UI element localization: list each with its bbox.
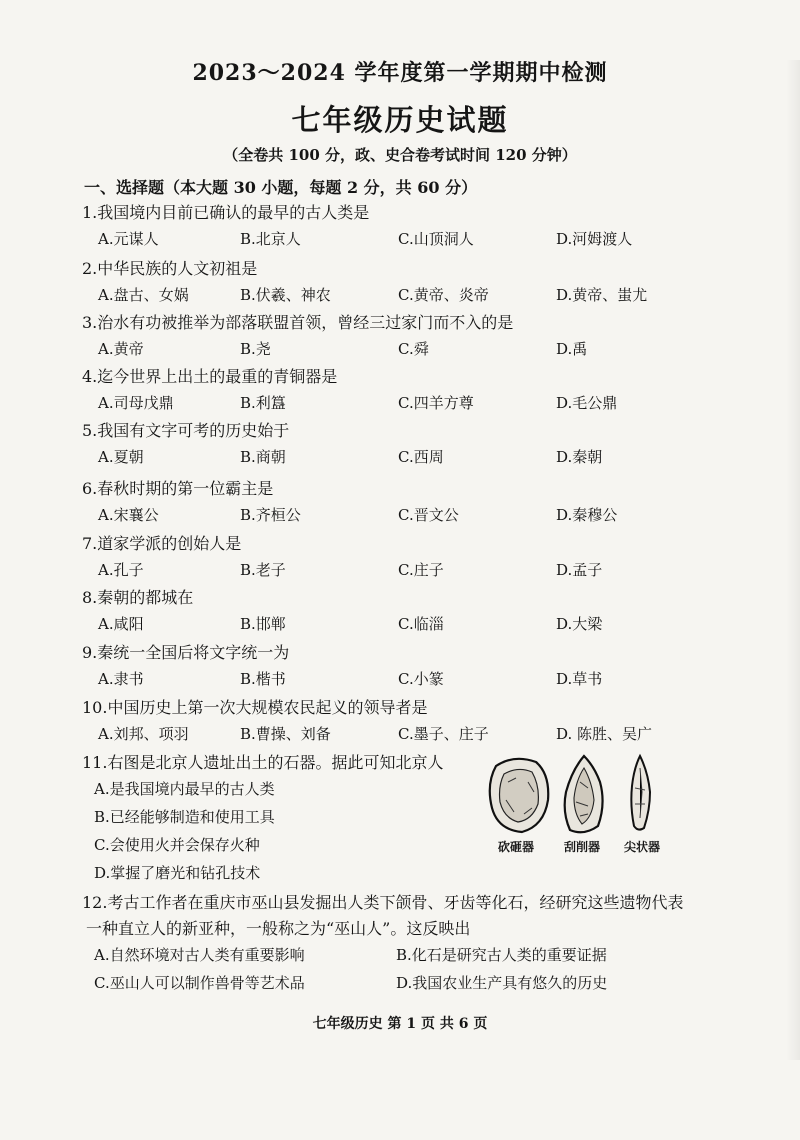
- scraper-drawing: [565, 756, 603, 832]
- question-12-stem-line1: 12.考古工作者在重庆市巫山县发掘出人类下颌骨、牙齿等化石，经研究这些遗物代表: [82, 893, 684, 912]
- question-5-stem: 5.我国有文字可考的历史始于: [82, 421, 290, 440]
- question-10-option-c: C.墨子、庄子: [398, 725, 489, 743]
- question-6-option-c: C.晋文公: [398, 506, 459, 524]
- question-4-option-c: C.四羊方尊: [398, 394, 474, 412]
- question-3-option-a: A.黄帝: [98, 340, 144, 358]
- question-3-stem: 3.治水有功被推举为部落联盟首领，曾经三过家门而不入的是: [82, 313, 514, 332]
- exam-title: 2023～2024 学年度第一学期期中检测: [192, 60, 608, 86]
- question-7-option-d: D.孟子: [556, 561, 603, 579]
- question-2-option-d: D.黄帝、蚩尤: [556, 286, 648, 304]
- exam-note: （全卷共 100 分，政、史合卷考试时间 120 分钟）: [223, 146, 577, 164]
- question-4-option-b: B.利簋: [240, 394, 286, 412]
- question-9-stem: 9.秦统一全国后将文字统一为: [82, 643, 290, 662]
- question-9-option-a: A.隶书: [98, 670, 144, 688]
- question-11-option-c: C.会使用火并会保存火种: [94, 836, 260, 854]
- question-8-option-b: B.邯郸: [240, 615, 286, 633]
- page-footer: 七年级历史 第 1 页 共 6 页: [312, 1016, 488, 1032]
- question-7-stem: 7.道家学派的创始人是: [82, 534, 242, 553]
- question-7-option-b: B.老子: [240, 561, 286, 579]
- stone-tools-figure: [484, 752, 674, 862]
- question-5-option-d: D.秦朝: [556, 448, 603, 466]
- question-4-stem: 4.迄今世界上出土的最重的青铜器是: [82, 367, 338, 386]
- chopper-drawing: [490, 759, 549, 832]
- question-8-option-d: D.大梁: [556, 615, 603, 633]
- question-10-option-a: A.刘邦、项羽: [98, 725, 189, 743]
- chopper-label: 砍砸器: [498, 840, 535, 854]
- point-drawing: [631, 756, 650, 830]
- question-3-option-d: D.禹: [556, 340, 588, 358]
- question-11-stem: 11.右图是北京人遗址出土的石器。据此可知北京人: [82, 753, 444, 772]
- question-5-option-c: C.西周: [398, 448, 444, 466]
- question-11-option-b: B.已经能够制造和使用工具: [94, 808, 275, 826]
- question-2-option-b: B.伏羲、神农: [240, 286, 331, 304]
- question-7-option-a: A.孔子: [98, 561, 144, 579]
- question-12-option-b: B.化石是研究古人类的重要证据: [396, 946, 607, 964]
- question-12-stem-line2: 一种直立人的新亚种，一般称之为“巫山人”。这反映出: [86, 919, 471, 938]
- point-label: 尖状器: [624, 840, 661, 854]
- question-9-option-b: B.楷书: [240, 670, 286, 688]
- question-1-option-a: A.元谋人: [98, 230, 159, 248]
- question-6-stem: 6.春秋时期的第一位霸主是: [82, 479, 274, 498]
- question-8-option-c: C.临淄: [398, 615, 444, 633]
- question-1-option-d: D.河姆渡人: [556, 230, 633, 248]
- question-3-option-b: B.尧: [240, 340, 271, 358]
- question-10-stem: 10.中国历史上第一次大规模农民起义的领导者是: [82, 698, 428, 717]
- question-9-option-d: D.草书: [556, 670, 603, 688]
- question-8-option-a: A.咸阳: [98, 615, 144, 633]
- question-5-option-b: B.商朝: [240, 448, 286, 466]
- question-2-stem: 2.中华民族的人文初祖是: [82, 259, 258, 278]
- question-3-option-c: C.舜: [398, 340, 429, 358]
- question-4-option-a: A.司母戊鼎: [98, 394, 174, 412]
- question-10-option-b: B.曹操、刘备: [240, 725, 331, 743]
- question-11-option-a: A.是我国境内最早的古人类: [94, 780, 275, 798]
- question-11-option-d: D.掌握了磨光和钻孔技术: [94, 864, 261, 882]
- question-8-stem: 8.秦朝的都城在: [82, 588, 194, 607]
- question-1-stem: 1.我国境内目前已确认的最早的古人类是: [82, 203, 370, 222]
- question-6-option-d: D.秦穆公: [556, 506, 618, 524]
- question-5-option-a: A.夏朝: [98, 448, 144, 466]
- question-1-option-c: C.山顶洞人: [398, 230, 474, 248]
- question-1-option-b: B.北京人: [240, 230, 301, 248]
- question-12-option-c: C.巫山人可以制作兽骨等艺术品: [94, 974, 305, 992]
- page-edge-shadow: [786, 60, 800, 1060]
- subject-title: 七年级历史试题: [291, 103, 509, 137]
- stone-tools-drawing: [484, 752, 674, 842]
- question-7-option-c: C.庄子: [398, 561, 444, 579]
- question-12-option-a: A.自然环境对古人类有重要影响: [94, 946, 305, 964]
- question-2-option-a: A.盘古、女娲: [98, 286, 189, 304]
- section-heading: 一、选择题（本大题 30 小题，每题 2 分，共 60 分）: [84, 178, 478, 197]
- question-6-option-a: A.宋襄公: [98, 506, 159, 524]
- question-2-option-c: C.黄帝、炎帝: [398, 286, 489, 304]
- question-6-option-b: B.齐桓公: [240, 506, 301, 524]
- question-4-option-d: D.毛公鼎: [556, 394, 618, 412]
- question-12-option-d: D.我国农业生产具有悠久的历史: [396, 974, 608, 992]
- scraper-label: 刮削器: [564, 840, 601, 854]
- question-10-option-d: D. 陈胜、吴广: [556, 725, 653, 743]
- question-9-option-c: C.小篆: [398, 670, 444, 688]
